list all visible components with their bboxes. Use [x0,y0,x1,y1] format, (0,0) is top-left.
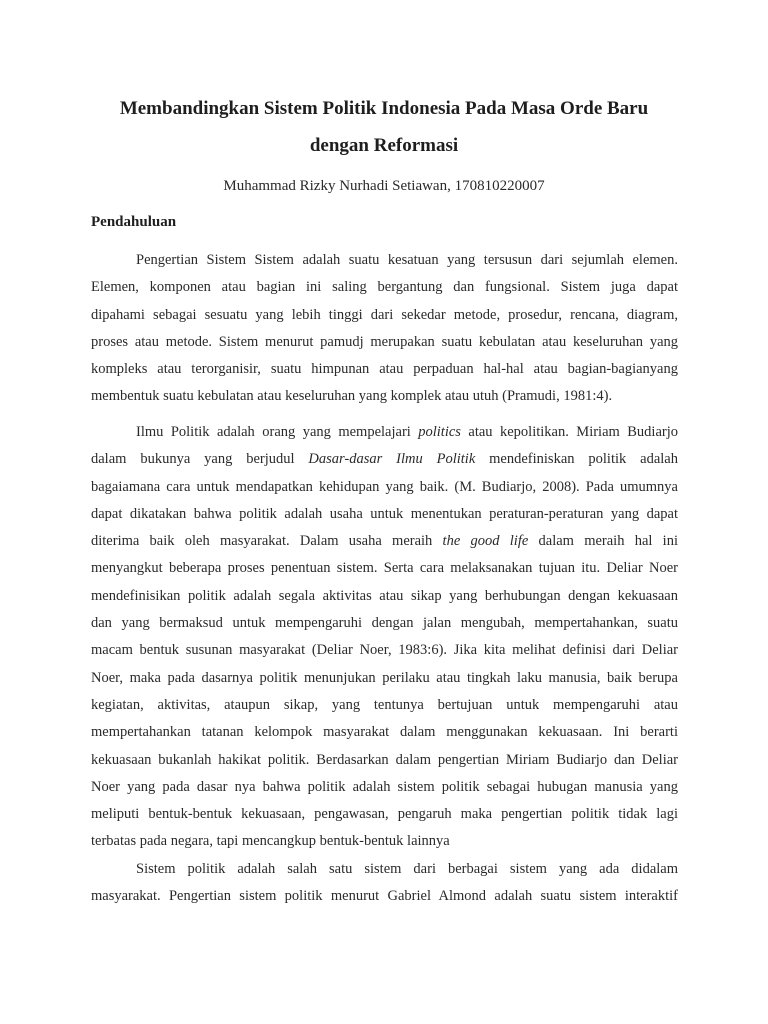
italic-term: politics [418,424,461,440]
title-line: Membandingkan Sistem Politik Indonesia Pada Masa Orde Baru [119,98,649,119]
paragraph-2 [91,419,678,856]
text-line: mempertahankan tatanan kelompok masyarakat dalam menggunakan kekuasaan. Ini berarti [91,724,678,741]
text-run: dalam bukunya yang berjudul [91,451,309,468]
text-line: terbatas pada negara, tapi mencangkup bentuk-bentuk lainnya [91,833,450,850]
text-run: mendefiniskan politik adalah [475,451,678,468]
italic-term: the good life [442,533,529,550]
text-line: Noer yang pada dasar nya bahwa politik adalah sistem politik sebagai hubugan manusia yang [91,778,678,795]
text-line: Noer, maka pada dasarnya politik menunjukan perilaku atau tingkah laku manusia, baik berupa [91,669,678,686]
text-line: dan yang bermaksud untuk mempengaruhi dengan jalan mengubah, mempertahankan, suatu [91,615,678,632]
text-line: dapat dikatakan bahwa politik adalah usaha untuk menentukan peraturan-peraturan yang dapat [91,505,678,522]
text-line: Pengertian Sistem Sistem adalah suatu kesatuan yang tersusun dari sejumlah elemen. [136,252,678,268]
text-line: bagaiamana cara untuk mendapatkan kehidupan yang baik. (M. Budiarjo, 2008). Pada umumnya [91,478,678,495]
text-line: masyarakat. Pengertian sistem politik menurut Gabriel Almond adalah suatu sistem interaktif [91,888,678,905]
text-line: Sistem politik adalah salah satu sistem dari berbagai sistem yang ada didalam [136,861,678,877]
text-run: diterima baik oleh masyarakat. Dalam usaha meraih [91,533,443,550]
text-run: atau kepolitikan. Miriam Budiarjo [460,424,678,440]
text-line [91,419,678,446]
text-line: kekuasaan bukanlah hakikat politik. Berdasarkan dalam pengertian Miriam Budiarjo dan Deliar [91,751,678,768]
text-run: Ilmu Politik adalah orang yang mempelajari [136,424,419,440]
text-line: dipahami sebagai sesuatu yang lebih tinggi dari sekedar metode, prosedur, rencana, diagram, [91,306,678,323]
text-line [91,528,678,555]
paragraph-3 [91,856,678,911]
author-line: Muhammad Rizky Nurhadi Setiawan, 170810220007 [223,178,545,194]
text-run: dalam meraih hal ini [528,533,678,550]
title-line: dengan Reformasi [309,135,459,156]
text-line: kompleks atau terorganisir, suatu himpunan atau perpaduan hal-hal atau bagian-bagianyang [91,361,678,378]
text-line: kegiatan, aktivitas, ataupun sikap, yang tentunya bertujuan untuk mempengaruhi atau [91,696,678,713]
text-line: menyangkut beberapa proses penentuan sistem. Serta cara melaksanakan tujuan itu. Deliar Noer [91,560,678,577]
text-line [91,446,678,473]
text-line: meliputi bentuk-bentuk kekuasaan, pengawasan, pengaruh maka pengertian politik tidak lagi [91,806,678,823]
section-heading: Pendahuluan [91,214,177,230]
text-line: proses atau metode. Sistem menurut pamudj merupakan suatu kebulatan atau keseluruhan yang [91,333,678,350]
document-title [60,90,708,164]
text-line: Elemen, komponen atau bagian ini saling bergantung dan fungsional. Sistem juga dapat [91,279,678,296]
text-line: mendefinisikan politik adalah segala aktivitas atau sikap yang berhubungan dengan kekuasaan [91,587,678,604]
italic-book-title: Dasar-dasar Ilmu Politik [308,451,476,468]
text-line: membentuk suatu kebulatan atau keseluruhan yang komplek atau utuh (Pramudi, 1981:4). [91,388,613,405]
paragraph-1 [91,247,678,411]
text-line: macam bentuk susunan masyarakat (Deliar Noer, 1983:6). Jika kita melihat definisi dari Deliar [91,642,678,659]
